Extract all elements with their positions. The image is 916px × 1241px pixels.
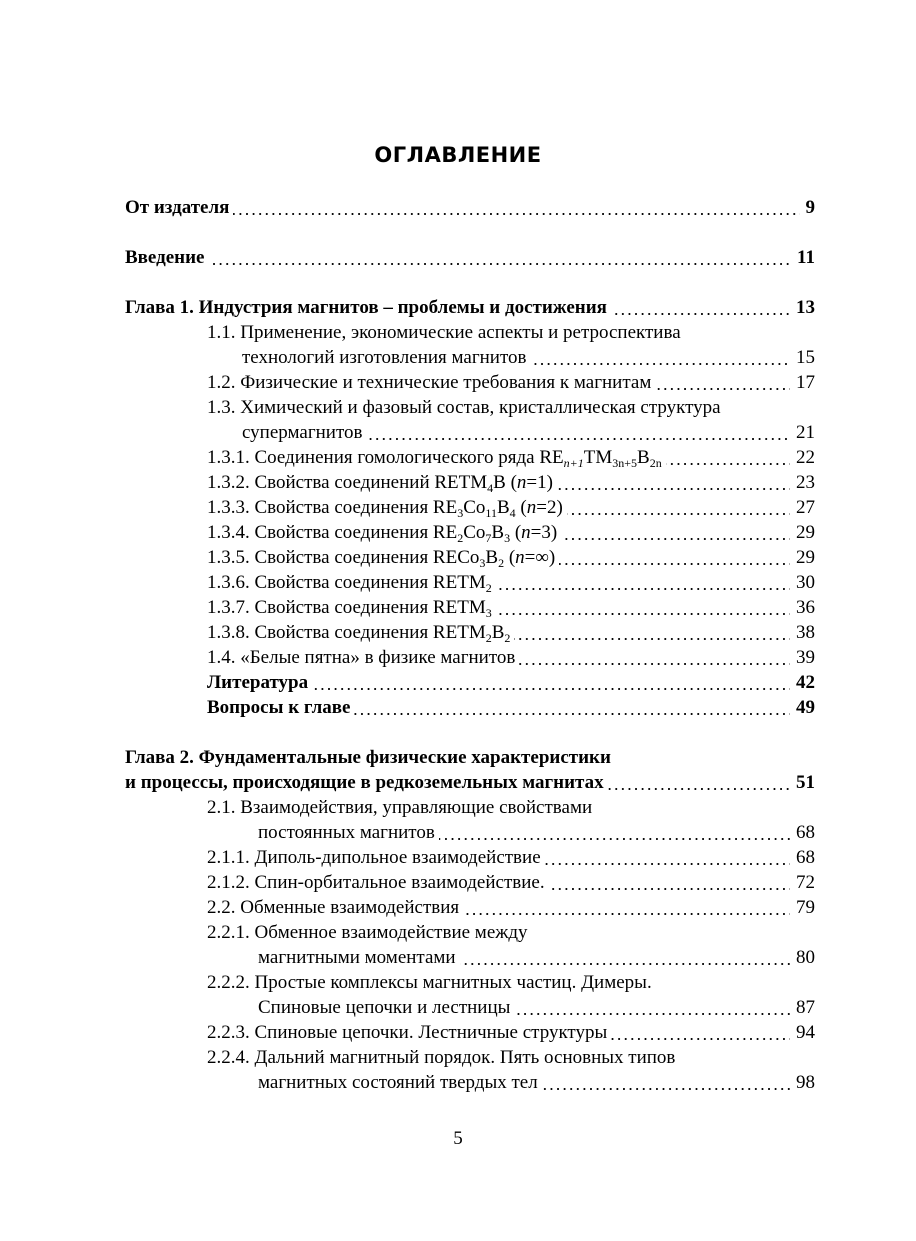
- toc-entry-1-3: супермагнитов 21: [242, 422, 815, 443]
- toc-page-number: 27: [790, 495, 815, 520]
- toc-page-number: 11: [791, 245, 815, 270]
- toc-page-number: 72: [790, 870, 815, 895]
- toc-entry-chapter-2-line-1: Глава 2. Фундаментальные физические характеристики: [125, 747, 611, 768]
- toc-page-number: 42: [790, 670, 815, 695]
- toc-entry-2-2: 2.2. Обменные взаимодействия 79: [207, 897, 815, 918]
- toc-page-number: 87: [790, 995, 815, 1020]
- toc-entry-1-3-5: 1.3.5. Свойства соединения $RECo_3B_2$ (n=∞) 29: [207, 547, 815, 570]
- toc-page-number: 68: [790, 845, 815, 870]
- toc-entry-chapter-1: Глава 1. Индустрия магнитов – проблемы и достижения 13: [125, 297, 815, 318]
- toc-entry-2-1-1: 2.1.1. Диполь-дипольное взаимодействие 68: [207, 847, 815, 868]
- toc-page-number: 15: [790, 345, 815, 370]
- toc-page-number: 79: [790, 895, 815, 920]
- toc-page-number: 80: [790, 945, 815, 970]
- toc-entry-2-1-line-1: 2.1. Взаимодействия, управляющие свойствами: [207, 797, 593, 818]
- toc-entry-1-3-3: 1.3.3. Свойства соединения $RE_3Co_{11}B_4$ (n=2) 27: [207, 497, 815, 520]
- toc-entry-chapter-2: и процессы, происходящие в редкоземельных магнитах 51: [125, 772, 815, 793]
- toc-entry-2-1-2: 2.1.2. Спин-орбитальное взаимодействие. 72: [207, 872, 815, 893]
- toc-entry-2-2-2-line-1: 2.2.2. Простые комплексы магнитных частиц. Димеры.: [207, 972, 652, 993]
- toc-page-number: 38: [790, 620, 815, 645]
- toc-entry-questions-ch1: Вопросы к главе 49: [207, 697, 815, 718]
- toc-entry-1-3-line-1: 1.3. Химический и фазовый состав, кристаллическая структура: [207, 397, 721, 418]
- toc-page-number: 49: [790, 695, 815, 720]
- toc-entry-1-1: технологий изготовления магнитов 15: [242, 347, 815, 368]
- toc-page-number: 36: [790, 595, 815, 620]
- toc-entry-literature-ch1: Литература 42: [207, 672, 815, 693]
- toc-page-number: 29: [790, 520, 815, 545]
- toc-page-number: 23: [790, 470, 815, 495]
- toc-page-number: 21: [790, 420, 815, 445]
- toc-page-number: 51: [790, 770, 815, 795]
- toc-page-number: 9: [800, 195, 816, 220]
- toc-page-number: 98: [790, 1070, 815, 1095]
- toc-entry-2-2-2: Спиновые цепочки и лестницы 87: [258, 997, 815, 1018]
- toc-entry-1-4: 1.4. «Белые пятна» в физике магнитов 39: [207, 647, 815, 668]
- toc-page-number: 68: [790, 820, 815, 845]
- toc-entry-publisher: От издателя 9: [125, 197, 815, 218]
- toc-entry-1-3-8: 1.3.8. Свойства соединения $RETM_2B_2$ 38: [207, 622, 815, 645]
- toc-entry-1-1-line-1: 1.1. Применение, экономические аспекты и ретроспектива: [207, 322, 681, 343]
- toc-page-number: 22: [790, 445, 815, 470]
- page-title: ОГЛАВЛЕНИЕ: [374, 143, 542, 167]
- toc-page-number: 39: [790, 645, 815, 670]
- toc-entry-1-3-2: 1.3.2. Свойства соединений $RETM_4B$ (n=1) 23: [207, 472, 815, 495]
- toc-page-number: 17: [790, 370, 815, 395]
- toc-page-number: 94: [790, 1020, 815, 1045]
- toc-page-number: 30: [790, 570, 815, 595]
- toc-entry-1-3-4: 1.3.4. Свойства соединения $RE_2Co_7B_3$ (n=3) 29: [207, 522, 815, 545]
- toc-entry-1-3-7: 1.3.7. Свойства соединения $RETM_3$ 36: [207, 597, 815, 620]
- toc-entry-2-2-1: магнитными моментами 80: [258, 947, 815, 968]
- toc-page-number: 13: [790, 295, 815, 320]
- toc-page-number: 29: [790, 545, 815, 570]
- toc-entry-2-2-1-line-1: 2.2.1. Обменное взаимодействие между: [207, 922, 528, 943]
- page-number: 5: [453, 1128, 463, 1149]
- toc-entry-1-3-1: 1.3.1. Соединения гомологического ряда $RE_{n+1}TM_{3n+5}B_{2n}$ 22: [207, 447, 815, 470]
- table-of-contents: [125, 195, 815, 1095]
- toc-entry-2-2-4: магнитных состояний твердых тел 98: [258, 1072, 815, 1093]
- toc-entry-introduction: Введение 11: [125, 247, 815, 268]
- toc-entry-1-2: 1.2. Физические и технические требования к магнитам 17: [207, 372, 815, 393]
- toc-entry-1-3-6: 1.3.6. Свойства соединения $RETM_2$ 30: [207, 572, 815, 595]
- toc-entry-2-2-3: 2.2.3. Спиновые цепочки. Лестничные структуры 94: [207, 1022, 815, 1043]
- toc-entry-2-2-4-line-1: 2.2.4. Дальний магнитный порядок. Пять основных типов: [207, 1047, 676, 1068]
- toc-entry-2-1: постоянных магнитов 68: [258, 822, 815, 843]
